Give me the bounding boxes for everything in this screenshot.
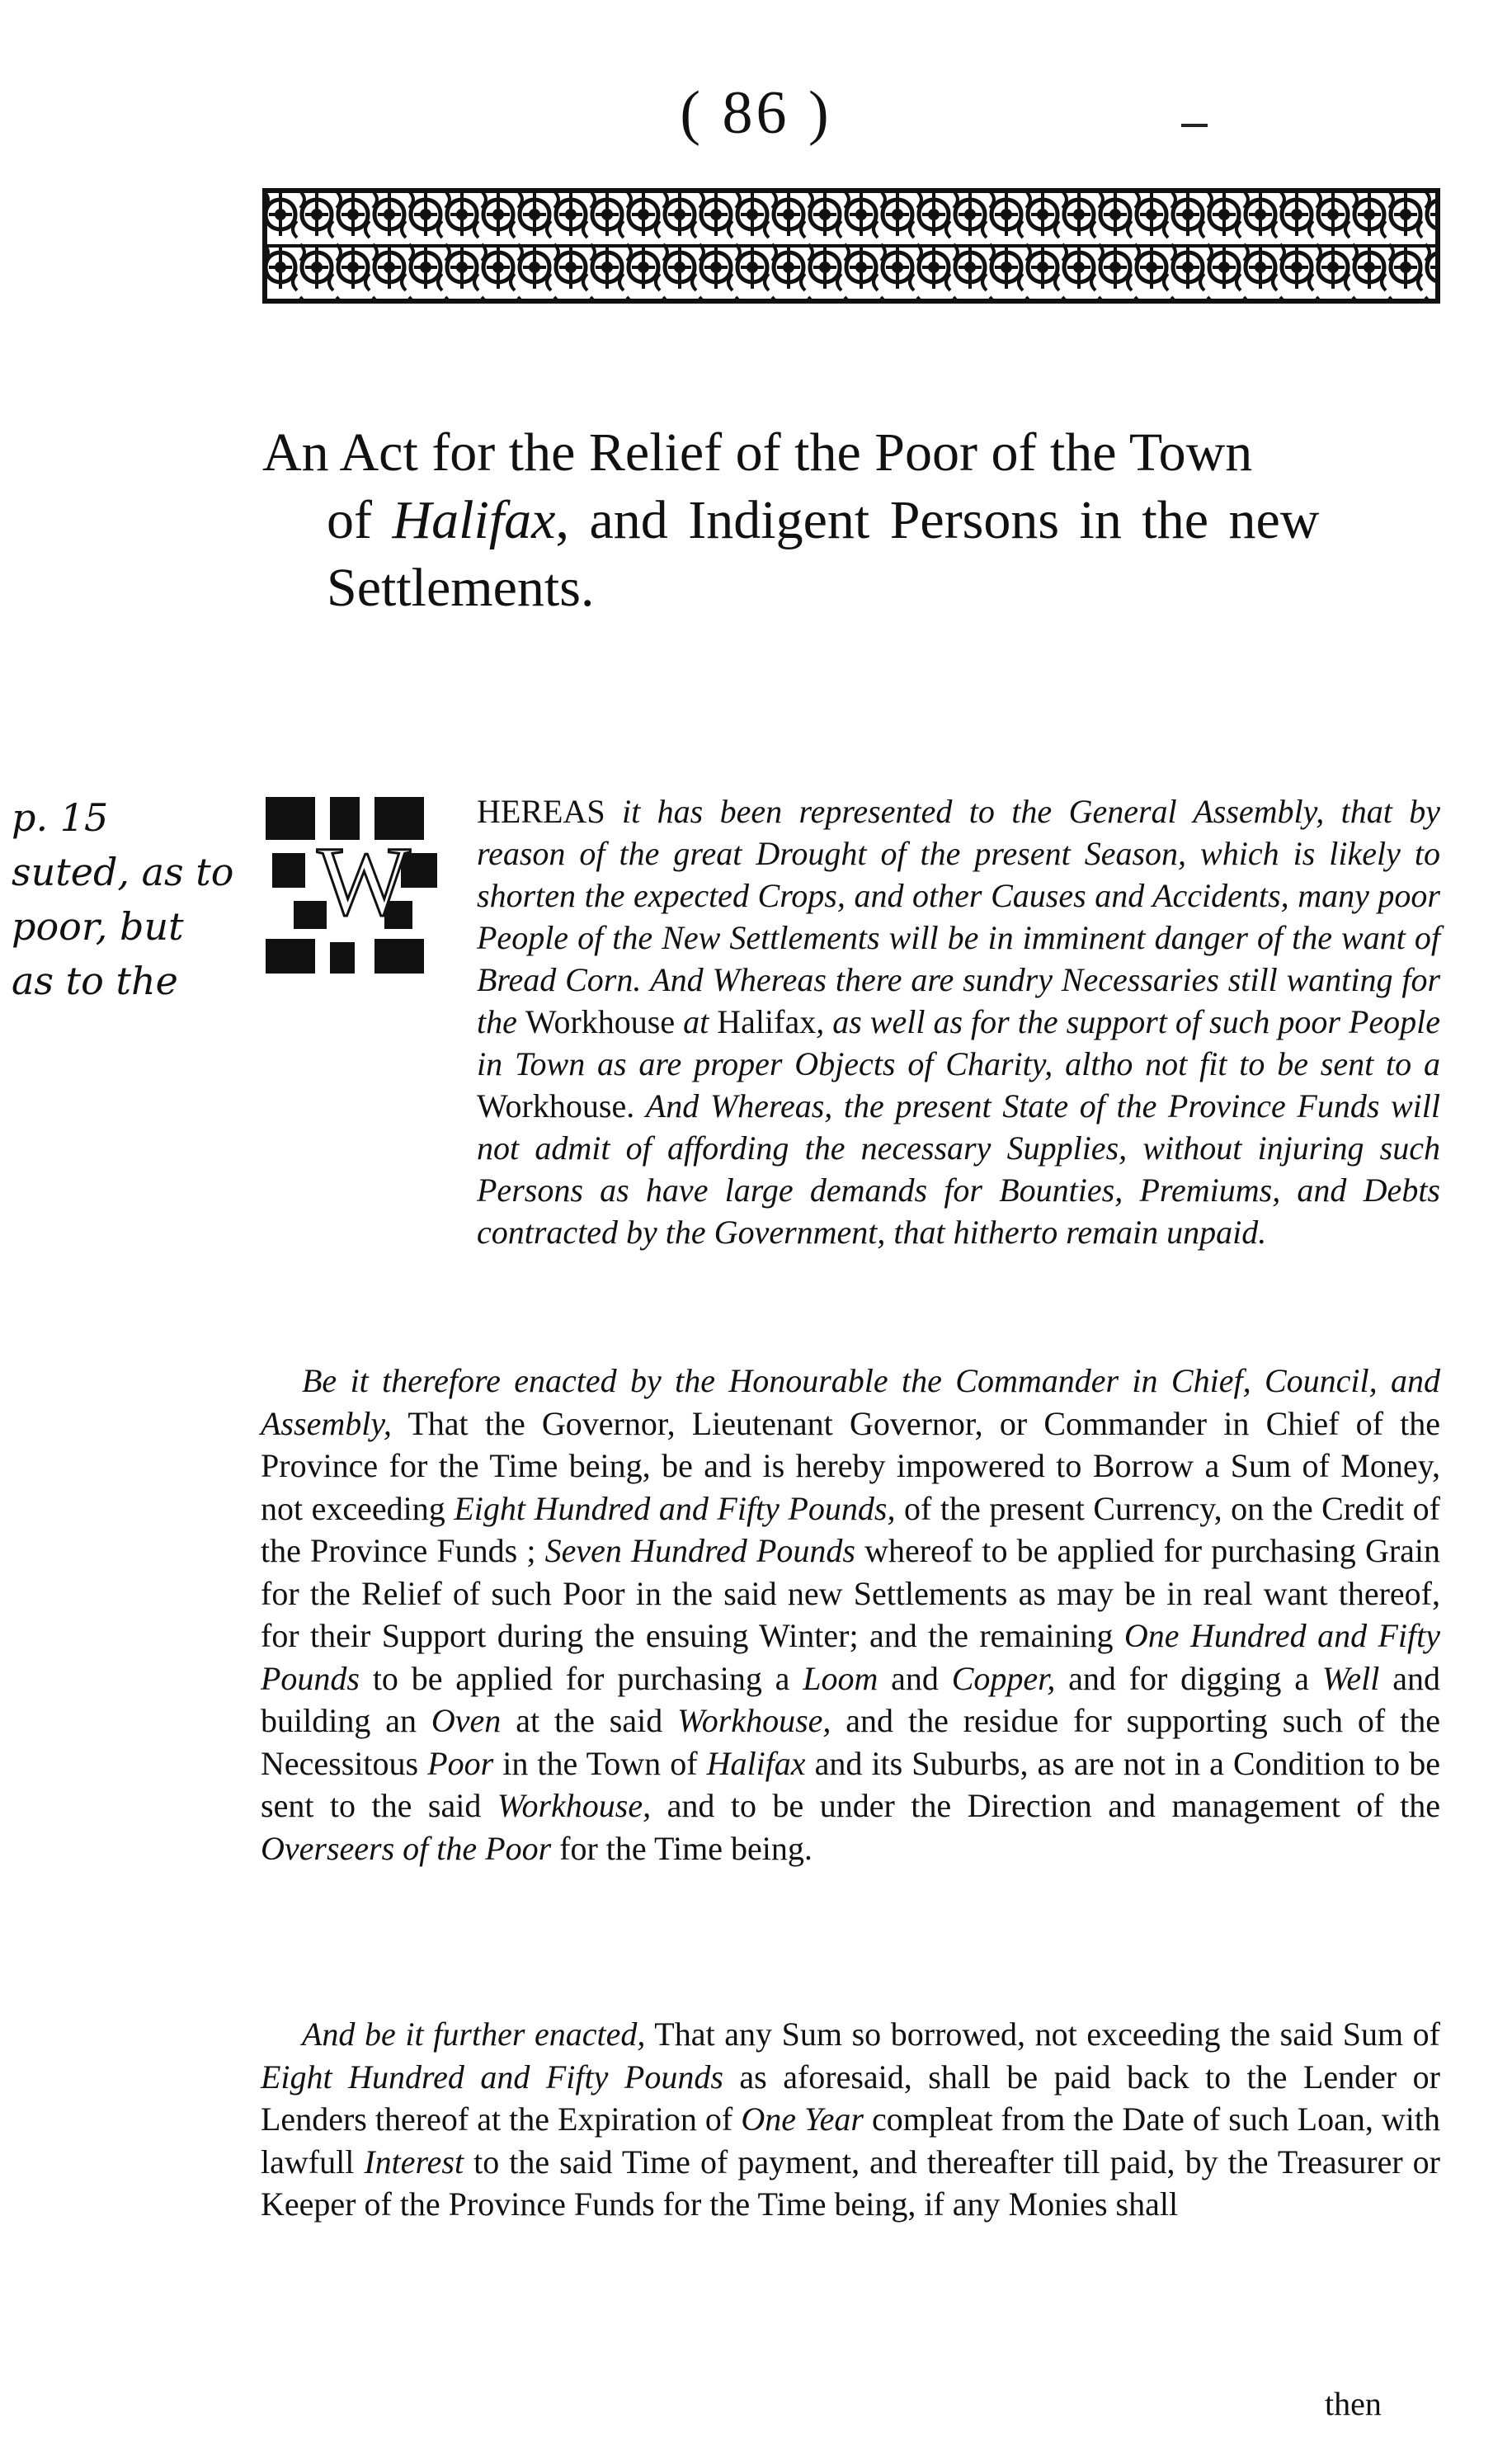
p3-t2: as aforesaid, shall be paid back to the Lender or Lenders thereof at the Expiration of (261, 2058, 1441, 2138)
p2-sum1: Eight Hundred and Fifty Pounds, (454, 1489, 896, 1527)
title-line-1: An Act for the Relief of the Poor of the Town (262, 422, 1253, 483)
catchword: then (1325, 2385, 1382, 2422)
p2-t11: and its Suburbs, as are not in a Condition to be sent to the said (261, 1744, 1440, 1824)
p2-copper: Copper, (951, 1659, 1056, 1697)
preamble-text (261, 790, 1440, 1253)
p2-t7: and building an (261, 1659, 1440, 1739)
p2-t8: at the said (501, 1702, 678, 1739)
workhouse-2: Workhouse. (477, 1087, 635, 1124)
p3-interest: Interest (364, 2143, 464, 2180)
p2-poor: Poor (427, 1744, 494, 1782)
p2-t5: and (878, 1659, 952, 1697)
margin-note-2: suted, as to (12, 850, 234, 894)
page-number: ( 86 ) (680, 79, 832, 147)
act-title (262, 419, 1450, 622)
handwritten-margin-notes (12, 790, 234, 1008)
headpiece-ornament-graphic (262, 188, 1440, 304)
title-of: of (327, 490, 393, 550)
title-line-2-rest: , and Indigent Persons in the new (555, 490, 1320, 550)
preamble-lead: HEREAS (477, 793, 605, 830)
title-line-3: Settlements. (327, 558, 595, 618)
further-enacted: And be it further enacted, (302, 2015, 646, 2053)
margin-note-1: p. 15 (12, 795, 109, 840)
p2-sum2: Seven Hundred Pounds (544, 1532, 855, 1569)
p3-t4: to the said Time of payment, and thereafter till paid, by the Treasurer or Keeper of the Province Funds for the Time being, if any Monies shall (261, 2143, 1441, 2223)
p2-workhouse2: Workhouse, (497, 1787, 652, 1824)
preamble-text-a: it has been represented to the General Assembly, that by reason of the great Drought of the present Season, which is likely to shorten the expected Crops, and other Causes and Accidents, many poor People of the New Settlements will be in imminent danger of the want of Bread Corn. (477, 793, 1440, 998)
p2-t4: to be applied for purchasing a (360, 1659, 803, 1697)
p2-t9: and the residue for supporting such of the Necessitous (261, 1702, 1441, 1782)
p2-oven: Oven (431, 1702, 502, 1739)
preamble-text-b: there are sundry Necessaries still wanting for the (477, 961, 1441, 1040)
and-whereas-2: And Whereas (645, 1087, 825, 1124)
and-whereas-1: And Whereas (650, 961, 827, 998)
p2-t12: and to be under the Direction and management of the (651, 1787, 1440, 1824)
p2-sum3: One Hundred and Fifty Pounds (261, 1617, 1440, 1697)
title-place: Halifax (392, 490, 556, 550)
ornamental-headpiece (262, 188, 1440, 304)
p2-t2: of the present Currency, on the Credit of the Province Funds ; (261, 1489, 1440, 1569)
preamble-halifax: Halifax (717, 1003, 817, 1040)
title-line-2 (262, 487, 1450, 554)
p3-year: One Year (741, 2100, 864, 2138)
p2-t1: That the Governor, Lieutenant Governor, or Commander in Chief of the Province for the Time being, be and is hereby impowered to Borrow a Sum of Money, not exceeding (261, 1404, 1440, 1527)
preamble-text-e: , the present State of the Province Funds will not admit of affording the necessary Supplies, without injuring such Persons as have large demands for Bounties, Premiums, and Debts contracted by the Government, that hitherto remain unpaid. (477, 1087, 1440, 1251)
stray-mark (1181, 124, 1208, 127)
preamble-text-c: at (675, 1003, 718, 1040)
p2-overseers: Overseers of the Poor (261, 1829, 552, 1867)
p2-workhouse: Workhouse, (677, 1702, 831, 1739)
repayment-paragraph (261, 2013, 1440, 2226)
margin-note-3: poor, but (12, 904, 184, 949)
preamble-paragraph (261, 790, 1440, 1253)
margin-note-4: as to the (12, 959, 178, 1003)
preamble-text-d: , as well as for the support of such poor People in Town as are proper Objects of Charity, altho not fit to be sent to a (477, 1003, 1440, 1082)
p2-halifax: Halifax (706, 1744, 806, 1782)
p3-t3: compleat from the Date of such Loan, with lawfull (261, 2100, 1440, 2180)
p2-t3: whereof to be applied for purchasing Grain for the Relief of such Poor in the said new Settlements as may be in real want thereof, for their Support during the ensuing Winter; and the remaining (261, 1532, 1441, 1654)
enacting-paragraph (261, 1360, 1440, 1869)
workhouse-1: Workhouse (525, 1003, 676, 1040)
p2-t6: and for digging a (1055, 1659, 1322, 1697)
enacting-clause: Be it therefore enacted by the Honourable the Commander in Chief, Council, and Assembly, (261, 1362, 1440, 1442)
p3-sum: Eight Hundred and Fifty Pounds (261, 2058, 723, 2096)
drop-cap-letter: W (317, 826, 411, 936)
p2-t13: for the Time being. (551, 1829, 813, 1867)
p2-well: Well (1321, 1659, 1380, 1697)
p2-loom: Loom (803, 1659, 878, 1697)
p3-t1: That any Sum so borrowed, not exceeding the said Sum of (645, 2015, 1440, 2053)
p2-t10: in the Town of (493, 1744, 707, 1782)
